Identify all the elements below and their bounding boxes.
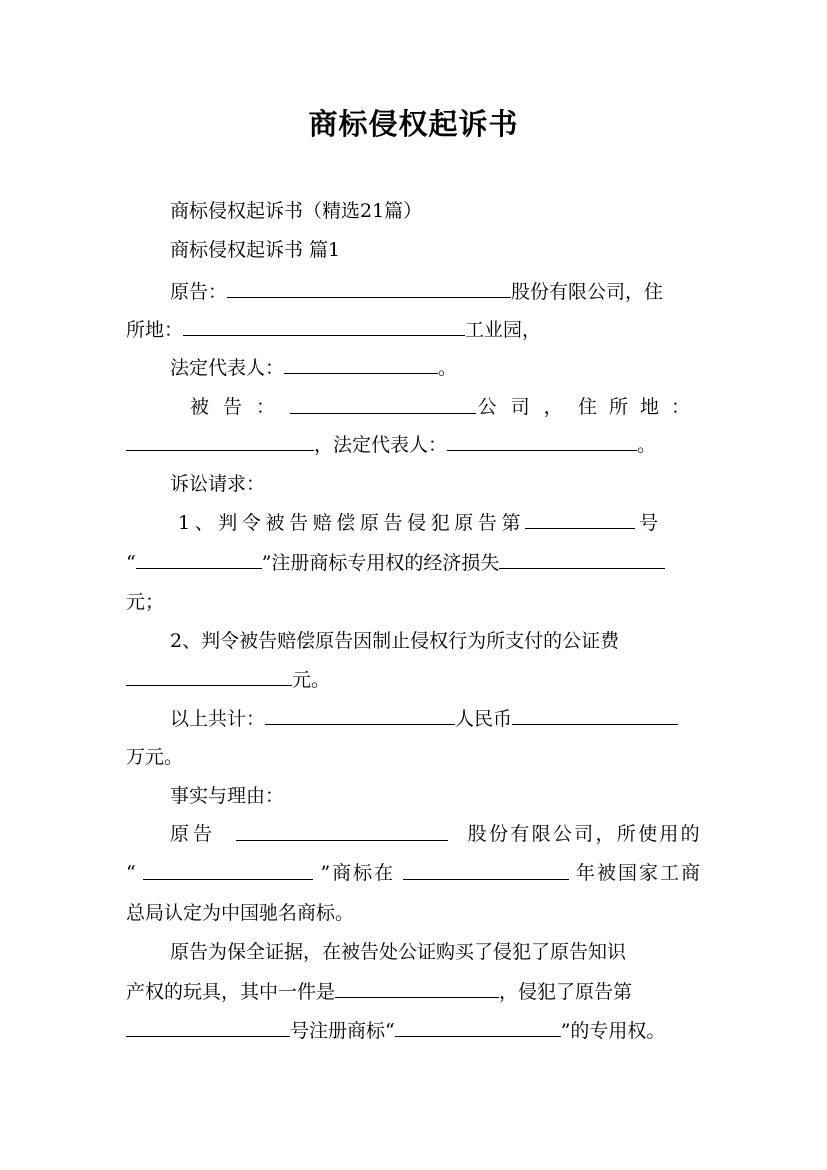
total-label: 以上共计： <box>170 708 266 730</box>
claim1-end: 元； <box>126 591 165 613</box>
facts5-suffix: ，侵犯了原告第 <box>499 981 633 1003</box>
defendant-rep-line <box>126 432 702 457</box>
blank-field <box>227 279 511 298</box>
facts4-line: 原告为保全证据，在被告处公证购买了侵犯了原告知识 <box>170 941 627 963</box>
facts3-line: 总局认定为中国驰名商标。 <box>126 902 355 924</box>
claim1-line <box>178 510 702 535</box>
blank-field <box>335 979 499 998</box>
facts5-prefix: 产权的玩具，其中一件是 <box>126 981 336 1003</box>
blank-field <box>290 395 476 414</box>
blank-field <box>403 861 569 880</box>
period: 。 <box>637 434 657 456</box>
quote-open: “ <box>126 552 136 574</box>
defendant-line <box>190 395 702 419</box>
plaintiff-company-suffix: 股份有限公司，住 <box>511 281 664 303</box>
blank-field <box>126 1018 290 1037</box>
blank-field <box>183 317 465 336</box>
period: 。 <box>438 357 458 379</box>
claim2-line: 2、判令被告赔偿原告因制止侵权行为所支付的公证费 <box>170 630 620 652</box>
subtitle: 商标侵权起诉书（精选21篇） <box>170 200 423 222</box>
blank-field <box>525 510 635 529</box>
claim1-hao: 号 <box>639 512 659 534</box>
facts2-line <box>126 861 702 885</box>
blank-field <box>447 432 637 451</box>
blank-field <box>126 667 292 686</box>
claims-label: 诉讼请求： <box>170 473 266 495</box>
address-suffix: 工业园， <box>465 319 542 341</box>
legal-rep-label: 法定代表人： <box>170 357 285 379</box>
plaintiff-line <box>170 279 702 304</box>
legal-rep-line <box>170 355 702 380</box>
total-rmb: 人民币 <box>455 708 513 730</box>
blank-field <box>136 550 262 569</box>
facts1-prefix: 原告 <box>170 823 217 845</box>
blank-field <box>143 861 313 880</box>
defendant-rep-label: ，法定代表人： <box>314 434 448 456</box>
facts-label: 事实与理由： <box>170 785 285 807</box>
total-line <box>170 706 702 731</box>
plaintiff-address-line <box>126 317 702 342</box>
plaintiff-label: 原告： <box>170 281 228 303</box>
defendant-label: 被告： <box>190 396 290 418</box>
blank-field <box>236 822 448 841</box>
total-end: 万元。 <box>126 746 184 768</box>
facts2-suffix: 年被国家工商 <box>575 862 702 884</box>
facts5-line <box>126 979 702 1004</box>
facts1-line <box>170 822 702 846</box>
blank-field <box>512 706 678 725</box>
facts6-line <box>126 1018 702 1043</box>
blank-field <box>395 1018 561 1037</box>
facts2-close: ”商标在 <box>320 862 396 884</box>
blank-field <box>126 432 314 451</box>
claim2-cont-line <box>126 667 702 692</box>
section-heading: 商标侵权起诉书 篇1 <box>170 239 341 261</box>
blank-field <box>265 706 455 725</box>
address-label: 所地： <box>126 319 184 341</box>
blank-field <box>284 355 438 374</box>
facts1-suffix: 股份有限公司，所使用的 <box>467 823 702 845</box>
blank-field <box>499 550 665 569</box>
claim2-end: 元。 <box>292 669 331 691</box>
defendant-address-label: 住所地： <box>577 396 702 418</box>
facts6-mid: 号注册商标“ <box>290 1020 395 1042</box>
document-title: 商标侵权起诉书 <box>308 107 519 141</box>
quote-open: “ <box>126 862 136 884</box>
facts6-end: ”的专用权。 <box>560 1020 666 1042</box>
claim1-mid: ”注册商标专用权的经济损失 <box>261 552 500 574</box>
defendant-company: 公司， <box>477 396 577 418</box>
claim1-cont-line <box>126 550 702 575</box>
claim1-text: 1、判令被告赔偿原告侵犯原告第 <box>178 512 526 534</box>
